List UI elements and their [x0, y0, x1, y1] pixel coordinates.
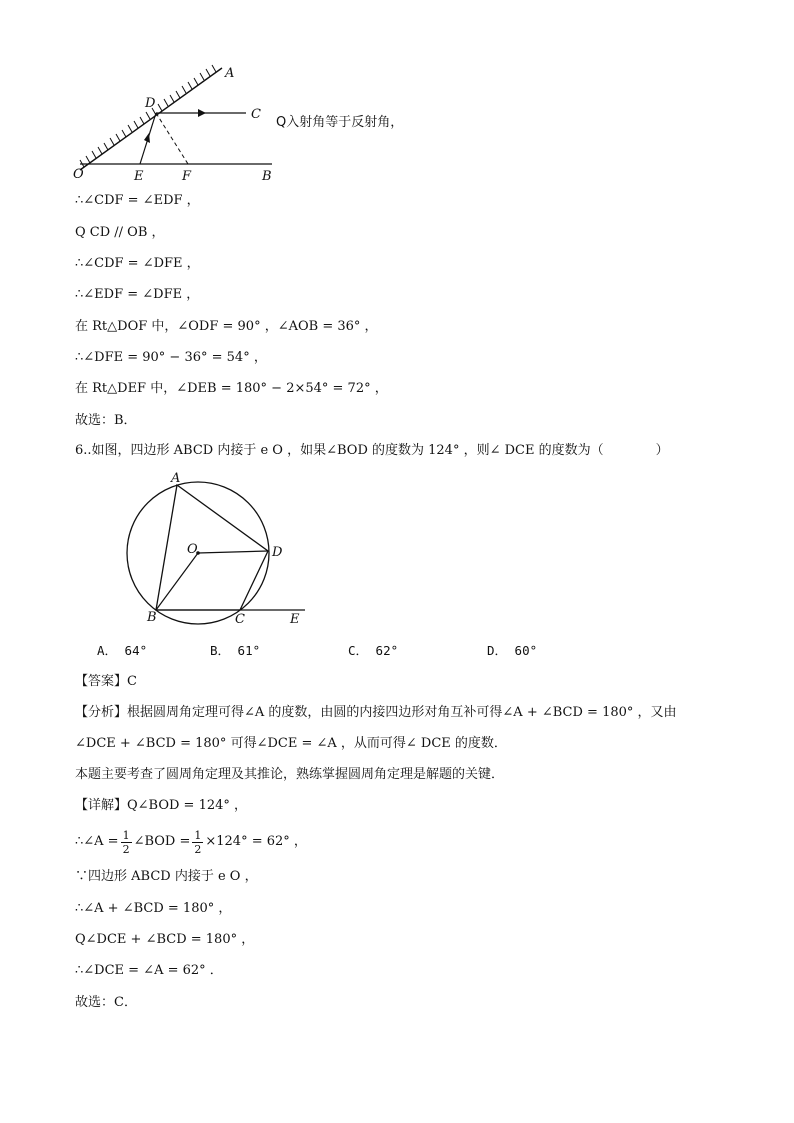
analysis-2: ∠DCE + ∠BCD = 180° 可得∠DCE = ∠A ，从而可得∠ DCE 的度数． — [75, 736, 507, 751]
detail-2: ∵四边形 ABCD 内接于 e O ， — [75, 869, 258, 884]
fraction-line — [75, 822, 307, 862]
frac-post: ×124° = 62° ， — [205, 834, 307, 849]
label-O2: O — [187, 542, 198, 557]
fraction: $\frac{1}{2}$ — [122, 828, 130, 856]
fraction-2: $\frac{1}{2}$ — [194, 828, 202, 856]
choice-a[interactable]: A． 64° — [97, 643, 148, 658]
detail-1: 【详解】Q∠BOD = 124° ， — [75, 798, 248, 813]
label-B: B — [262, 169, 272, 184]
line-4: ∴∠EDF = ∠DFE ， — [75, 287, 200, 302]
detail-3: ∴∠A + ∠BCD = 180° ， — [75, 901, 232, 916]
label-E: E — [134, 169, 144, 184]
circle-diagram — [120, 465, 320, 630]
label-D: D — [145, 96, 156, 111]
line-7: 在 Rt△DEF 中，∠DEB = 180° − 2×54° = 72° ， — [75, 381, 388, 396]
line-6: ∴∠DFE = 90° − 36° = 54° ， — [75, 350, 267, 365]
line-8: 故选：B． — [75, 413, 137, 428]
line-2: Q CD // OB ， — [75, 225, 165, 240]
line-3: ∴∠CDF = ∠DFE ， — [75, 256, 200, 271]
choice-c[interactable]: C． 62° — [348, 643, 399, 658]
choice-d[interactable]: D． 60° — [487, 643, 538, 658]
frac-mid: ∠BOD = — [133, 834, 191, 849]
line-5: 在 Rt△DOF 中，∠ODF = 90° ，∠AOB = 36° ， — [75, 319, 378, 334]
choice-b[interactable]: B． 61° — [210, 643, 261, 658]
label-O: O — [73, 167, 84, 182]
detail-5: ∴∠DCE = ∠A = 62° ． — [75, 963, 223, 978]
mirror-diagram — [70, 60, 290, 185]
label-C: C — [251, 107, 261, 122]
line-1: ∴∠CDF = ∠EDF ， — [75, 193, 200, 208]
label-C2: C — [235, 612, 245, 627]
answer: 【答案】C — [75, 674, 137, 689]
label-A2: A — [171, 471, 181, 486]
analysis-3: 本题主要考查了圆周角定理及其推论，熟练掌握圆周角定理是解题的关键． — [75, 767, 505, 782]
label-B2: B — [147, 610, 157, 625]
label-D2: D — [272, 545, 283, 560]
label-F: F — [182, 169, 192, 184]
question-6: 6..如图，四边形 ABCD 内接于 e O ，如果∠BOD 的度数为 124° ，则∠ DCE 的度数为（ ） — [75, 443, 669, 458]
figure1-caption: Q入射角等于反射角， — [276, 115, 404, 130]
label-E2: E — [290, 612, 300, 627]
detail-6: 故选：C． — [75, 995, 137, 1010]
frac-pre: ∴∠A = — [75, 834, 119, 849]
analysis-1: 【分析】根据圆周角定理可得∠A 的度数，由圆的内接四边形对角互补可得∠A + ∠BCD = 180° ，又由 — [75, 705, 677, 720]
detail-4: Q∠DCE + ∠BCD = 180° ， — [75, 932, 255, 947]
label-A: A — [225, 66, 235, 81]
